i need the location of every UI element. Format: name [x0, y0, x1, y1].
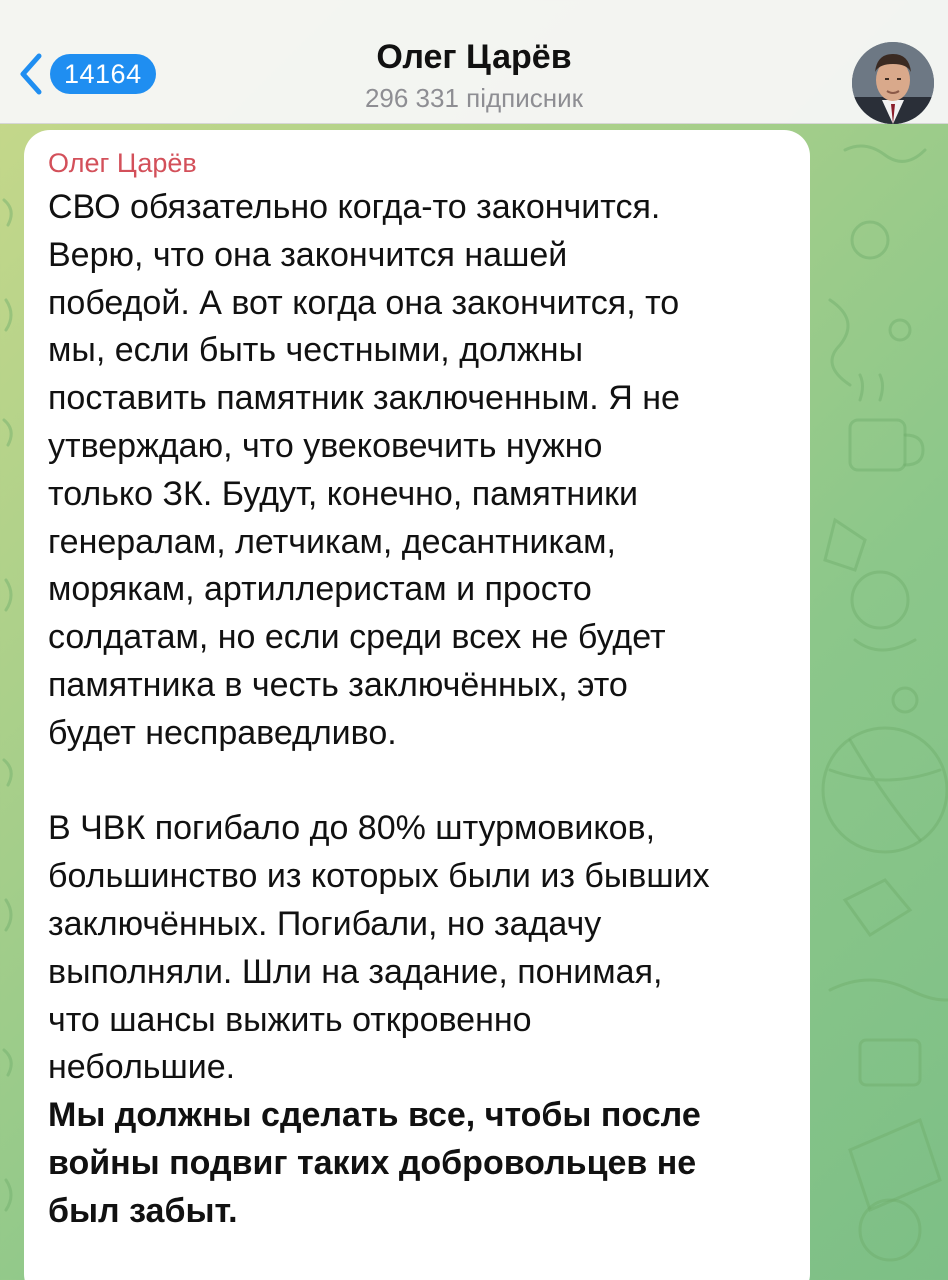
unread-count-badge: 14164	[50, 54, 156, 94]
channel-avatar[interactable]	[852, 42, 934, 124]
message-paragraph-1: СВО обязательно когда-то закончится. Верю, что она закончится нашей победой. А вот когда она закончится, то мы, если быть честными, должны поставить памятник заключенным. Я не утверждаю, что увековечить нужно только ЗК. Будут, конечно, памятники генералам, летчикам, десантникам, морякам, артиллеристам и просто солдатам, но если среди всех не будет памятника в честь заключённых, это будет несправедливо.	[48, 188, 680, 752]
message-paragraph-3-bold: Мы должны сделать все, чтобы после войны подвиг таких добровольцев не был забыт.	[48, 1096, 701, 1230]
channel-info[interactable]	[220, 36, 728, 116]
back-button[interactable]	[14, 46, 164, 102]
chevron-left-icon	[14, 46, 48, 102]
channel-title: Олег Царёв	[376, 38, 572, 76]
message-sender[interactable]: Олег Царёв	[48, 148, 197, 178]
chat-header	[0, 0, 948, 124]
subscriber-count: 296 331 підписник	[364, 83, 584, 113]
message-bubble[interactable]	[24, 130, 810, 1280]
message-paragraph-2: В ЧВК погибало до 80% штурмовиков, большинство из которых были из бывших заключённых. Погибали, но задачу выполняли. Шли на задание, понимая, что шансы выжить откровенно небольшие.	[48, 809, 710, 1087]
